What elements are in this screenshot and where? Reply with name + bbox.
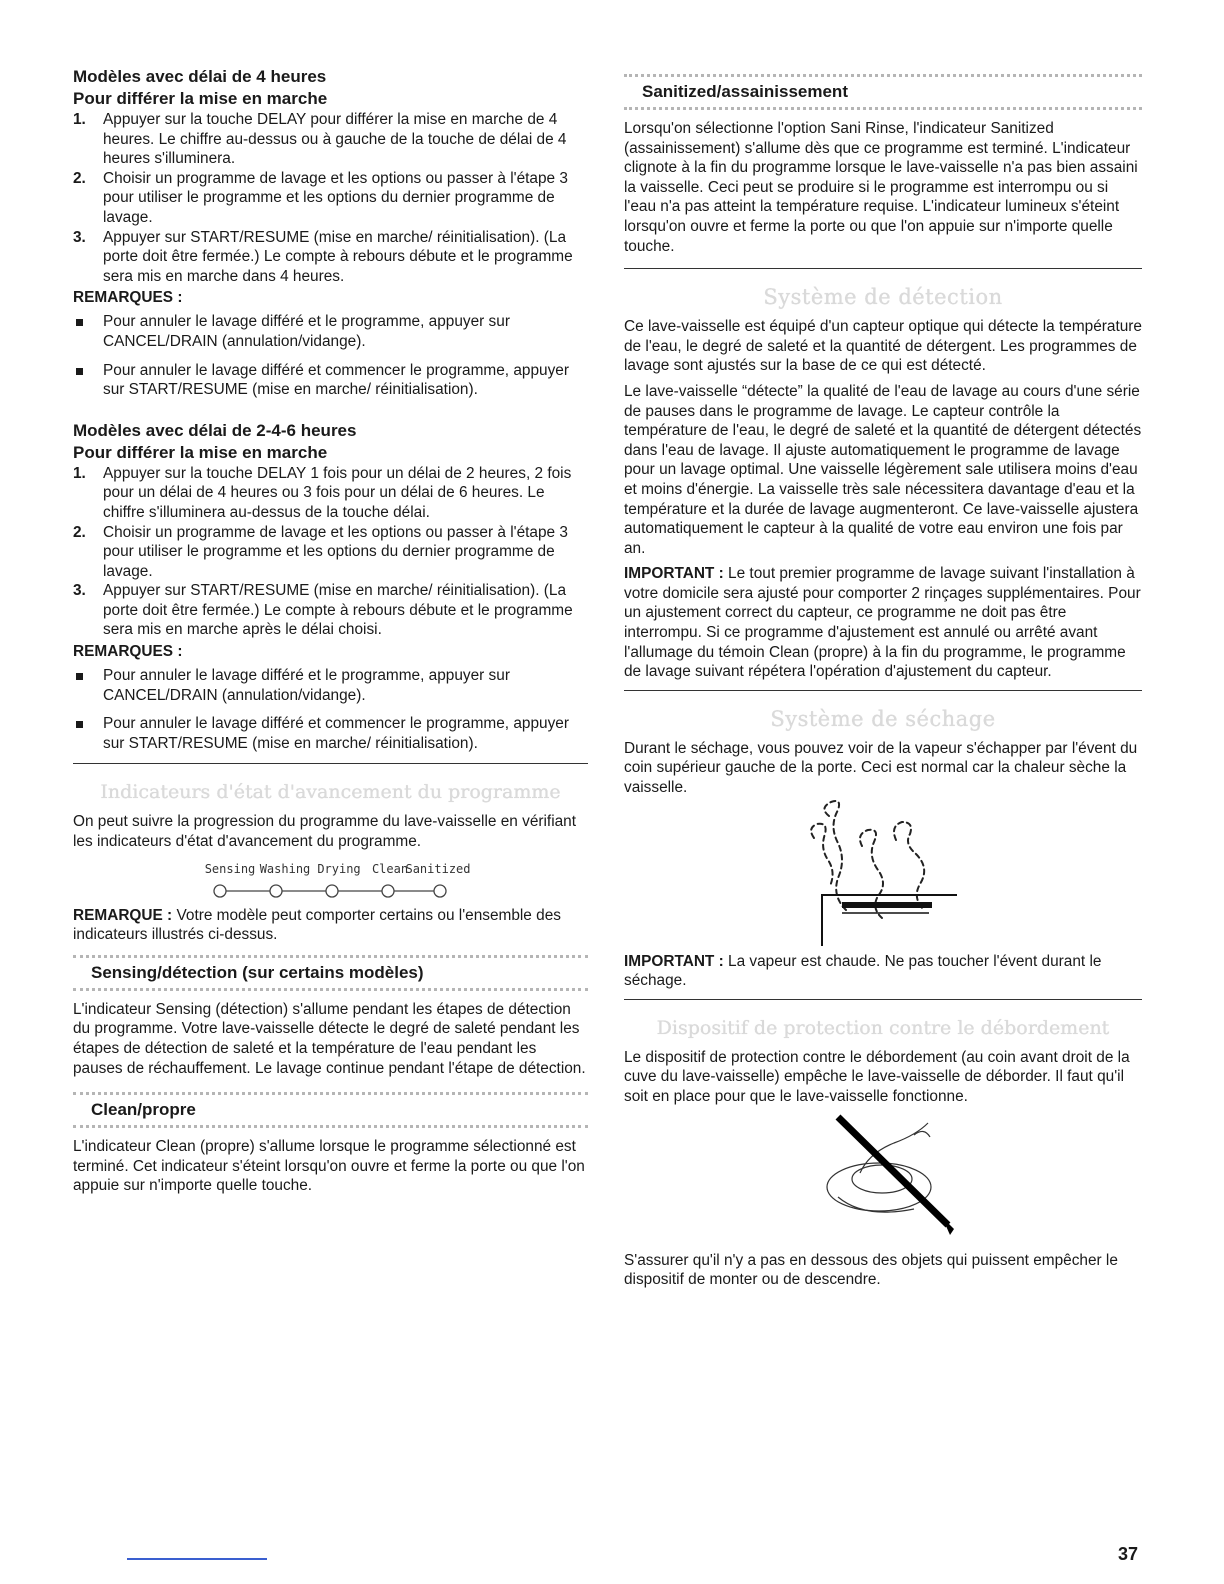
important-text: Le tout premier programme de lavage suivant l'installation à votre domicile sera ajusté pour comporter 2 rinçages supplémentaires. Pour un ajustement correct du capteur, ce programme ne doit pas être interrompu. Si ce programme d'ajustement est annulé ou arrêté avant l'allumage du témoin Clean (propre) à la fin du programme, le programme de lavage suivant répétera l'opération d'ajustement du capteur. [624, 565, 1141, 681]
detection-important [624, 564, 1142, 682]
section-divider [73, 763, 588, 764]
indicator-light-icon [214, 885, 226, 897]
overflow-heading: Dispositif de protection contre le débordement [656, 1016, 1110, 1039]
step-number: 3. [73, 228, 86, 246]
delay-4h-subtitle: Pour différer la mise en marche [73, 89, 328, 108]
status-indicators-diagram [73, 860, 588, 900]
drying-important [624, 952, 1142, 991]
overflow-p1: Le dispositif de protection contre le débordement (au coin avant droit de la cuve du lave-vaisselle) empêche le lave-vaisselle de déborder. Il faut qu'il soit en place pour que le lave-vaisselle fonctionne. [624, 1048, 1130, 1105]
slash-tip-icon [942, 1217, 954, 1235]
step-item [73, 523, 588, 582]
left-column [73, 66, 588, 1196]
step-number: 2. [73, 169, 86, 187]
float-icon [827, 1123, 931, 1212]
bullet-item [73, 714, 588, 753]
delay-246h-subtitle: Pour différer la mise en marche [73, 442, 328, 462]
step-item [73, 110, 588, 169]
important-text: La vapeur est chaude. Ne pas toucher l'évent durant le séchage. [624, 952, 1102, 990]
dotted-divider [624, 107, 1142, 110]
step-item [73, 228, 588, 287]
dotted-divider [73, 1125, 588, 1128]
step-text: Choisir un programme de lavage et les options ou passer à l'étape 3 pour utiliser le programme et les options du dernier programme de lavage. [103, 169, 568, 226]
delay-4h-steps [73, 110, 588, 286]
delay-246h-title: Modèles avec délai de 2-4-6 heures [73, 420, 357, 440]
bullet-text: Pour annuler le lavage différé et le programme, appuyer sur CANCEL/DRAIN (annulation/vidange). [103, 313, 510, 350]
detection-p2: Le lave-vaisselle “détecte” la qualité de l'eau de lavage au cours d'une série de pauses dans le programme de lavage. Le capteur contrôle la température de l'eau, le degré de saleté et la quantité de détergent détectés dans l'eau de lavage. Il ajuste automatiquement le programme de lavage pour un lavage optimal. Une vaisselle légèrement sale utilisera moins d'eau et moins d'énergie. La vaisselle très sale nécessitera davantage d'eau et la température et la durée de lavage augmenteront. Ce lave-vaisselle ajustera automatiquement le capteur à la qualité de votre eau environ une fois par an. [624, 382, 1142, 557]
bullet-text: Pour annuler le lavage différé et le programme, appuyer sur CANCEL/DRAIN (annulation/vidange). [103, 667, 510, 704]
step-number: 1. [73, 464, 86, 482]
sanitized-title: Sanitized/assainissement [642, 82, 848, 101]
steam-vent-illustration [624, 798, 1142, 948]
indicators-intro: On peut suivre la progression du programme du lave-vaisselle en vérifiant les indicateurs d'état d'avancement du programme. [73, 813, 577, 851]
indicator-light-icon [382, 885, 394, 897]
delay-4h-title: Modèles avec délai de 4 heures [73, 67, 327, 86]
indicators-heading: Indicateurs d'état d'avancement du programme [100, 781, 561, 804]
indicator-label-washing: Washing [259, 861, 311, 876]
indicator-label-drying: Drying [317, 861, 361, 876]
indicators-note [73, 906, 588, 945]
note-text: Votre modèle peut comporter certains ou l'ensemble des indicateurs illustrés ci-dessus. [73, 906, 561, 944]
footer-rule [127, 1558, 267, 1560]
section-divider [624, 268, 1142, 269]
detection-heading: Système de détection [763, 285, 1003, 310]
bullet-item [73, 666, 588, 705]
indicator-light-icon [434, 885, 446, 897]
bullet-square-icon [76, 368, 83, 375]
door-vent-icon [822, 894, 957, 946]
delay-246h-remarks [73, 666, 588, 753]
bullet-item [73, 361, 588, 400]
bullet-item [73, 312, 588, 351]
indicator-label-clean: Clean [371, 861, 409, 876]
clean-title: Clean/propre [91, 1100, 196, 1120]
overflow-p2: S'assurer qu'il n'y a pas en dessous des objets qui puissent empêcher le dispositif de monter ou de descendre. [624, 1251, 1118, 1289]
step-text: Appuyer sur la touche DELAY 1 fois pour un délai de 2 heures, 2 fois pour un délai de 4 heures ou 3 fois pour un délai de 6 heures. Le chiffre s'illuminera au-dessus de la touche délai. [103, 464, 572, 521]
step-item [73, 581, 588, 640]
note-label: REMARQUE : [73, 906, 173, 924]
step-text: Choisir un programme de lavage et les options ou passer à l'étape 3 pour utiliser le programme et les options du dernier programme de lavage. [103, 523, 568, 580]
delay-246h-steps [73, 464, 588, 640]
step-number: 1. [73, 111, 86, 128]
remarks-label: REMARQUES : [73, 289, 183, 307]
clean-text: L'indicateur Clean (propre) s'allume lorsque le programme sélectionné est terminé. Cet indicateur s'éteint lorsqu'on ouvre et ferme la porte ou que l'on appuie sur n'importe quelle touche. [73, 1138, 585, 1195]
step-number: 2. [73, 523, 86, 541]
dotted-divider [73, 988, 588, 991]
bullet-square-icon [76, 319, 83, 326]
step-number: 3. [73, 582, 86, 600]
steam-icon [811, 801, 924, 918]
bullet-square-icon [76, 721, 83, 728]
step-text: Appuyer sur START/RESUME (mise en marche/ réinitialisation). (La porte doit être fermée.) Le compte à rebours débute et le programme sera mis en marche après le délai choisi. [103, 582, 573, 639]
drying-p1: Durant le séchage, vous pouvez voir de la vapeur s'échapper par l'évent du coin supérieur gauche de la porte. Ceci est normal car la chaleur sèche la vaisselle. [624, 739, 1138, 797]
right-column [624, 66, 1142, 1290]
indicator-light-icon [326, 885, 338, 897]
step-item [73, 169, 588, 228]
drying-heading: Système de séchage [770, 706, 996, 731]
sensing-text: L'indicateur Sensing (détection) s'allume pendant les étapes de détection du programme. Votre lave-vaisselle détecte le degré de saleté pendant les étapes de détection de saleté et la température de l'eau pendant les pauses de réchauffement. Le lavage continue pendant l'étape de détection. [73, 1000, 586, 1077]
step-text: Appuyer sur la touche DELAY pour différer la mise en marche de 4 heures. Le chiffre au-dessus ou à gauche de la touche de délai de 4 heures s'illuminera. [103, 111, 567, 168]
step-text: Appuyer sur START/RESUME (mise en marche/ réinitialisation). (La porte doit être fermée.) Le compte à rebours débute et le programme sera mis en marche dans 4 heures. [103, 228, 573, 285]
sanitized-text: Lorsqu'on sélectionne l'option Sani Rinse, l'indicateur Sanitized (assainissement) s'allume dès que ce programme est terminé. L'indicateur clignote à la fin du programme lorsque le lave-vaisselle n'a pas bien assaini la vaisselle. Ceci peut se produire si le programme est interrompu ou si l'eau n'a pas atteint la température requise. L'indicateur lumineux s'éteint lorsqu'on ouvre et ferme la porte ou que l'on appuie sur n'importe quelle touche. [624, 120, 1138, 255]
important-label: IMPORTANT : [624, 565, 724, 583]
delay-4h-remarks [73, 312, 588, 399]
overflow-float-illustration [624, 1113, 1142, 1243]
bullet-square-icon [76, 673, 83, 680]
page-number: 37 [1118, 1544, 1139, 1564]
bullet-text: Pour annuler le lavage différé et commencer le programme, appuyer sur START/RESUME (mise en marche/ réinitialisation). [103, 361, 569, 399]
indicator-label-sensing: Sensing [204, 861, 256, 876]
remarks-label: REMARQUES : [73, 643, 183, 661]
section-divider [624, 999, 1142, 1000]
bullet-text: Pour annuler le lavage différé et commencer le programme, appuyer sur START/RESUME (mise en marche/ réinitialisation). [103, 715, 569, 752]
section-divider [624, 690, 1142, 691]
indicator-label-sanitized: Sanitized [405, 861, 471, 876]
important-label: IMPORTANT : [624, 952, 724, 970]
indicator-light-icon [270, 885, 282, 897]
step-item [73, 464, 588, 523]
sensing-title: Sensing/détection (sur certains modèles) [91, 962, 424, 982]
detection-p1: Ce lave-vaisselle est équipé d'un capteur optique qui détecte la température de l'eau, le degré de saleté et la quantité de détergent. Les programmes de lavage sont ajustés sur la base de ce qui est détecté. [624, 318, 1142, 375]
